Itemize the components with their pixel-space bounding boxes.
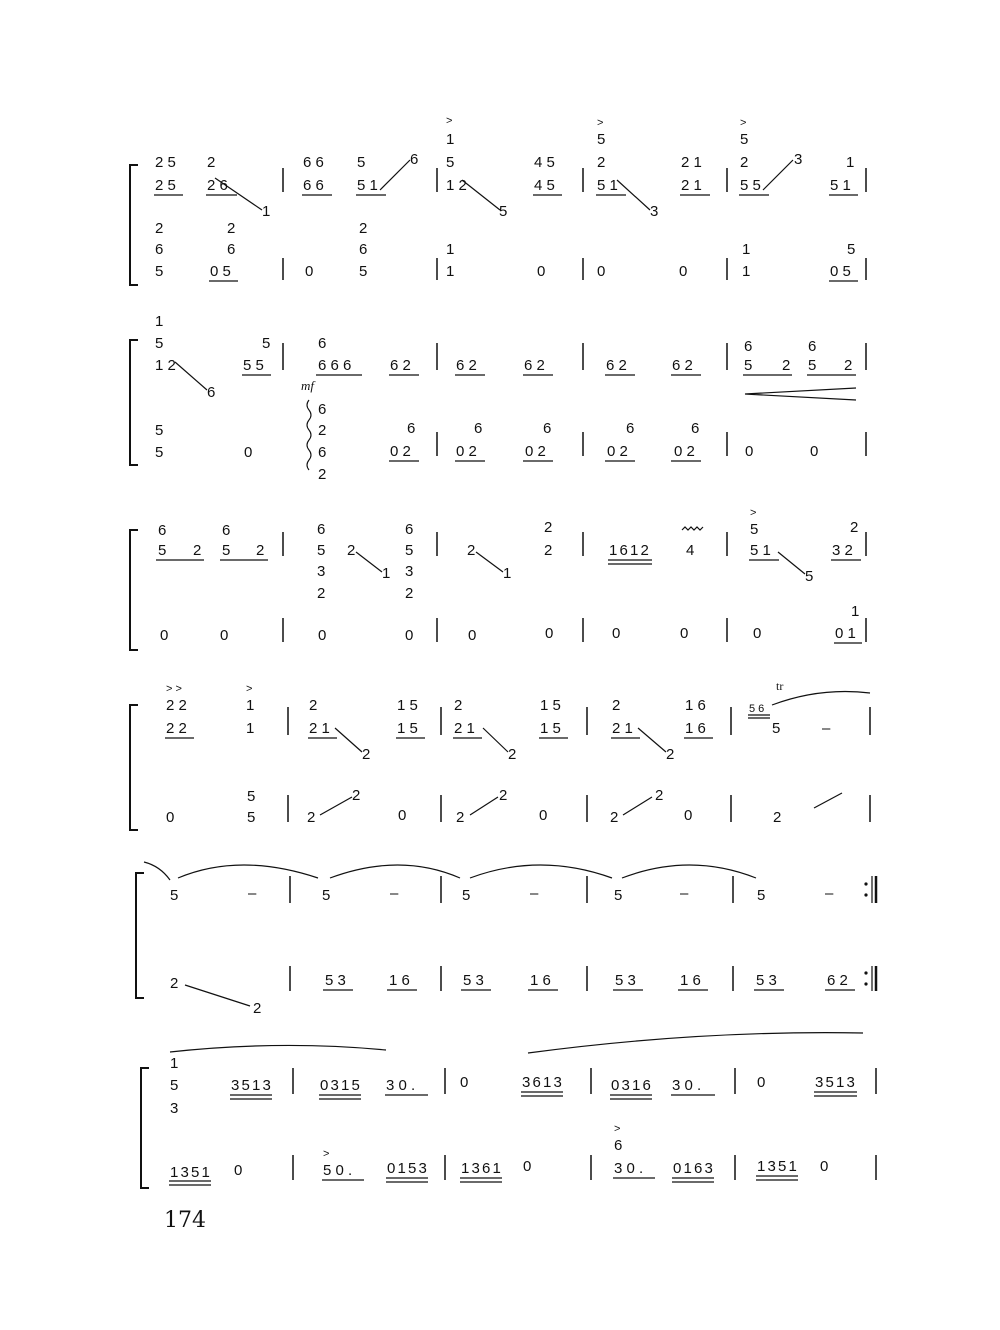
note: 5	[247, 809, 256, 826]
slur-arc	[170, 1045, 386, 1052]
note: 0 2	[525, 443, 546, 460]
note: 6 6	[303, 154, 324, 171]
note: 1	[262, 203, 271, 220]
note: 1 6	[530, 972, 551, 989]
note: 1 6	[685, 697, 706, 714]
note: 6	[808, 338, 817, 355]
note: 2 5	[155, 177, 176, 194]
note: 0	[612, 625, 621, 642]
tie-arc	[144, 862, 170, 880]
page-number: 174	[164, 1208, 206, 1233]
note: 0 2	[456, 443, 477, 460]
note: 0 2	[390, 443, 411, 460]
note: 0	[398, 807, 407, 824]
note: 1 3 5 1	[170, 1164, 209, 1181]
note: 2 1	[681, 154, 702, 171]
note: 0 2	[607, 443, 628, 460]
note: 2	[597, 154, 606, 171]
note: 3 0 .	[672, 1077, 702, 1094]
note: 0 1 5 3	[387, 1160, 426, 1177]
note: 0	[166, 809, 175, 826]
slide-line	[483, 728, 508, 752]
note: 2 6	[207, 177, 228, 194]
slide-line	[175, 362, 207, 390]
note: 0	[679, 263, 688, 280]
note: 0 1	[835, 625, 856, 642]
system-bracket	[130, 165, 138, 285]
note: 2	[508, 746, 517, 763]
note: 1	[503, 565, 512, 582]
note: 1 2	[155, 357, 176, 374]
note: 1 6 1 2	[609, 542, 648, 559]
note: 0	[234, 1162, 243, 1179]
slide-line	[320, 797, 352, 815]
accent-mark: >	[597, 117, 604, 129]
note: –	[390, 885, 399, 902]
note: 0	[318, 627, 327, 644]
note: 6	[543, 420, 552, 437]
note: 3 5 1 3	[815, 1074, 854, 1091]
note: 5	[158, 542, 167, 559]
note: 2	[666, 746, 675, 763]
note: 5	[499, 203, 508, 220]
note: 6	[744, 338, 753, 355]
note: 3	[317, 563, 326, 580]
note: 2	[467, 542, 476, 559]
note: 0	[820, 1158, 829, 1175]
note: 1	[246, 697, 255, 714]
note: 0 3 1 6	[611, 1077, 650, 1094]
note: 0	[810, 443, 819, 460]
note: 2	[499, 787, 508, 804]
slide-line	[778, 552, 805, 574]
note: 1	[742, 263, 751, 280]
repeat-end-sign	[864, 876, 876, 991]
note: 2	[544, 542, 553, 559]
tie-arc	[622, 865, 756, 878]
note: 0	[545, 625, 554, 642]
slide-line	[763, 160, 793, 190]
note: 2	[207, 154, 216, 171]
note: 0	[680, 625, 689, 642]
note: 6 2	[606, 357, 627, 374]
note: 1	[446, 131, 455, 148]
note: 2	[155, 220, 164, 237]
note: 6 2	[456, 357, 477, 374]
note: 3 0 .	[386, 1077, 416, 1094]
note: 5	[805, 568, 814, 585]
note: 2	[456, 809, 465, 826]
note: 6	[222, 522, 231, 539]
slide-line	[476, 552, 503, 572]
note: 1 6	[389, 972, 410, 989]
note: 5	[744, 357, 753, 374]
note: 0	[220, 627, 229, 644]
note: –	[822, 720, 831, 737]
note: 2	[544, 519, 553, 536]
note: 2	[655, 787, 664, 804]
note: 0	[460, 1074, 469, 1091]
note: 2	[309, 697, 318, 714]
note: 1 6	[680, 972, 701, 989]
note: 6 2	[827, 972, 848, 989]
note: 5 6	[749, 703, 765, 715]
note: 6	[410, 151, 419, 168]
accent-mark: >	[246, 683, 253, 695]
note: 5	[170, 887, 179, 904]
note: 3	[405, 563, 414, 580]
note: 1 5	[397, 720, 418, 737]
note: 0 1 6 3	[673, 1160, 712, 1177]
system-bracket	[136, 873, 144, 998]
note: 1	[155, 313, 164, 330]
note: 5	[222, 542, 231, 559]
accent-mark: >	[323, 1148, 330, 1160]
note: 2	[612, 697, 621, 714]
note: 3 2	[832, 542, 853, 559]
note: 4 5	[534, 177, 555, 194]
note: 4	[686, 542, 695, 559]
note: 2 1	[454, 720, 475, 737]
slide-line	[356, 552, 382, 572]
note: 2	[610, 809, 619, 826]
note: 6	[405, 521, 414, 538]
note: 2	[362, 746, 371, 763]
trill-marking: tr	[776, 679, 784, 693]
tie-arc	[178, 865, 318, 878]
note: 5	[247, 788, 256, 805]
note: 6	[227, 241, 236, 258]
note: 0	[244, 444, 253, 461]
note: 2 2	[166, 697, 187, 714]
note: 0	[597, 263, 606, 280]
note: 4 5	[534, 154, 555, 171]
note: 6	[317, 521, 326, 538]
note: 5	[155, 263, 164, 280]
slide-line	[185, 985, 250, 1006]
note: 2	[227, 220, 236, 237]
note: 2	[454, 697, 463, 714]
note: 3	[650, 203, 659, 220]
note: 6	[626, 420, 635, 437]
note: 0	[757, 1074, 766, 1091]
note: 5	[155, 422, 164, 439]
note: 6	[155, 241, 164, 258]
note: 2 1	[681, 177, 702, 194]
note: 0	[753, 625, 762, 642]
note: 5	[462, 887, 471, 904]
note: 0	[684, 807, 693, 824]
note: 0	[160, 627, 169, 644]
note: 0 5	[210, 263, 231, 280]
system-5	[136, 862, 876, 1017]
note: 2 5	[155, 154, 176, 171]
system-1	[130, 115, 866, 285]
note: 5	[155, 444, 164, 461]
accent-mark: >	[446, 115, 453, 127]
note: 2 2	[166, 720, 187, 737]
note: 2	[740, 154, 749, 171]
slide-line	[335, 728, 362, 752]
note: 5	[170, 1077, 179, 1094]
note: 5	[597, 131, 606, 148]
note: 2	[359, 220, 368, 237]
note: 6	[318, 335, 327, 352]
note: 6	[318, 401, 327, 418]
note: 1 3 6 1	[461, 1160, 500, 1177]
mordent-mark	[682, 527, 703, 530]
note: 5 3	[463, 972, 484, 989]
note: –	[248, 885, 257, 902]
note: 1	[846, 154, 855, 171]
system-2	[130, 313, 866, 483]
note: 1 3 5 1	[757, 1158, 796, 1175]
note: 3	[170, 1100, 179, 1117]
note: 1	[446, 241, 455, 258]
note: 5 1	[357, 177, 378, 194]
system-bracket	[130, 530, 138, 650]
accent-mark: >	[750, 507, 757, 519]
note: 0 5	[830, 263, 851, 280]
note: 6 6	[303, 177, 324, 194]
note: 1 2	[446, 177, 467, 194]
accent-mark: >	[614, 1123, 621, 1135]
system-6	[141, 1033, 876, 1188]
note: 5	[847, 241, 856, 258]
system-3	[130, 507, 866, 650]
tie-arc	[772, 692, 870, 706]
note: 6	[407, 420, 416, 437]
slide-line	[623, 797, 652, 815]
slur-arc	[528, 1033, 863, 1053]
note: 5	[262, 335, 271, 352]
note: 0	[468, 627, 477, 644]
note: 5	[772, 720, 781, 737]
note: 1 5	[540, 697, 561, 714]
note: 2	[405, 585, 414, 602]
note: 1 5	[540, 720, 561, 737]
slide-line	[470, 797, 498, 815]
note: 2	[253, 1000, 262, 1017]
note: 6 2	[672, 357, 693, 374]
note: 6 2	[390, 357, 411, 374]
note: 5	[155, 335, 164, 352]
note: 5	[357, 154, 366, 171]
note: 2	[318, 466, 327, 483]
note: 5 5	[243, 357, 264, 374]
note: 2	[317, 585, 326, 602]
note: 6	[474, 420, 483, 437]
note: 2	[256, 542, 265, 559]
slide-line	[215, 178, 262, 210]
arpeggio-mark	[307, 400, 311, 470]
system-bracket	[130, 705, 138, 830]
note: 3 5 1 3	[231, 1077, 270, 1094]
note: 6	[158, 522, 167, 539]
note: 5 1	[830, 177, 851, 194]
note: 5	[614, 887, 623, 904]
note: 2 1	[309, 720, 330, 737]
note: 5	[405, 542, 414, 559]
note: 3 6 1 3	[522, 1074, 561, 1091]
note: 0	[745, 443, 754, 460]
note: 2	[782, 357, 791, 374]
note: 1 6	[685, 720, 706, 737]
note: 6	[207, 384, 216, 401]
note: 5	[446, 154, 455, 171]
note: 0	[405, 627, 414, 644]
note: 2	[850, 519, 859, 536]
note: 5 5	[740, 177, 761, 194]
note: 2	[318, 422, 327, 439]
note: 3 0 .	[614, 1160, 644, 1177]
note: 1	[742, 241, 751, 258]
note: 2	[352, 787, 361, 804]
system-bracket	[141, 1068, 149, 1188]
note: –	[825, 885, 834, 902]
note: 5 0 .	[323, 1162, 353, 1179]
decrescendo-hairpin	[745, 388, 856, 400]
note: 5	[740, 131, 749, 148]
note: 0	[305, 263, 314, 280]
note: 1 5	[397, 697, 418, 714]
note: 1	[246, 720, 255, 737]
note: 5 1	[597, 177, 618, 194]
note: 2	[773, 809, 782, 826]
slide-line	[462, 180, 500, 210]
accent-mark: > >	[166, 683, 182, 695]
note: 2	[844, 357, 853, 374]
note: 5 1	[750, 542, 771, 559]
note: 0	[537, 263, 546, 280]
note: 6	[359, 241, 368, 258]
note: 1	[170, 1055, 179, 1072]
note: 5	[757, 887, 766, 904]
note: 0 3 1 5	[320, 1077, 359, 1094]
note: 5	[750, 521, 759, 538]
note: 0	[523, 1158, 532, 1175]
note: 5	[359, 263, 368, 280]
slide-line	[814, 793, 842, 808]
system-4	[130, 679, 870, 830]
slide-line	[380, 160, 410, 190]
note: 6	[318, 444, 327, 461]
note: 2 1	[612, 720, 633, 737]
note: 2	[193, 542, 202, 559]
note: 5 3	[325, 972, 346, 989]
note: –	[680, 885, 689, 902]
note: 1	[382, 565, 391, 582]
note: 5 3	[615, 972, 636, 989]
note: –	[530, 885, 539, 902]
note: 3	[794, 151, 803, 168]
note: 5	[317, 542, 326, 559]
note: 6	[691, 420, 700, 437]
note: 1	[851, 603, 860, 620]
note: 5	[808, 357, 817, 374]
note: 6 6 6	[318, 357, 352, 374]
tie-arc	[470, 865, 612, 878]
dynamic-marking: mf	[301, 378, 314, 393]
note: 2	[307, 809, 316, 826]
note: 5 3	[756, 972, 777, 989]
slide-line	[638, 728, 666, 752]
note: 5	[322, 887, 331, 904]
note: 6 2	[524, 357, 545, 374]
note: 0	[539, 807, 548, 824]
note: 2	[347, 542, 356, 559]
note: 6	[614, 1137, 623, 1154]
accent-mark: >	[740, 117, 747, 129]
note: 0 2	[674, 443, 695, 460]
note: 2	[170, 975, 179, 992]
note: 1	[446, 263, 455, 280]
system-bracket	[130, 340, 138, 465]
